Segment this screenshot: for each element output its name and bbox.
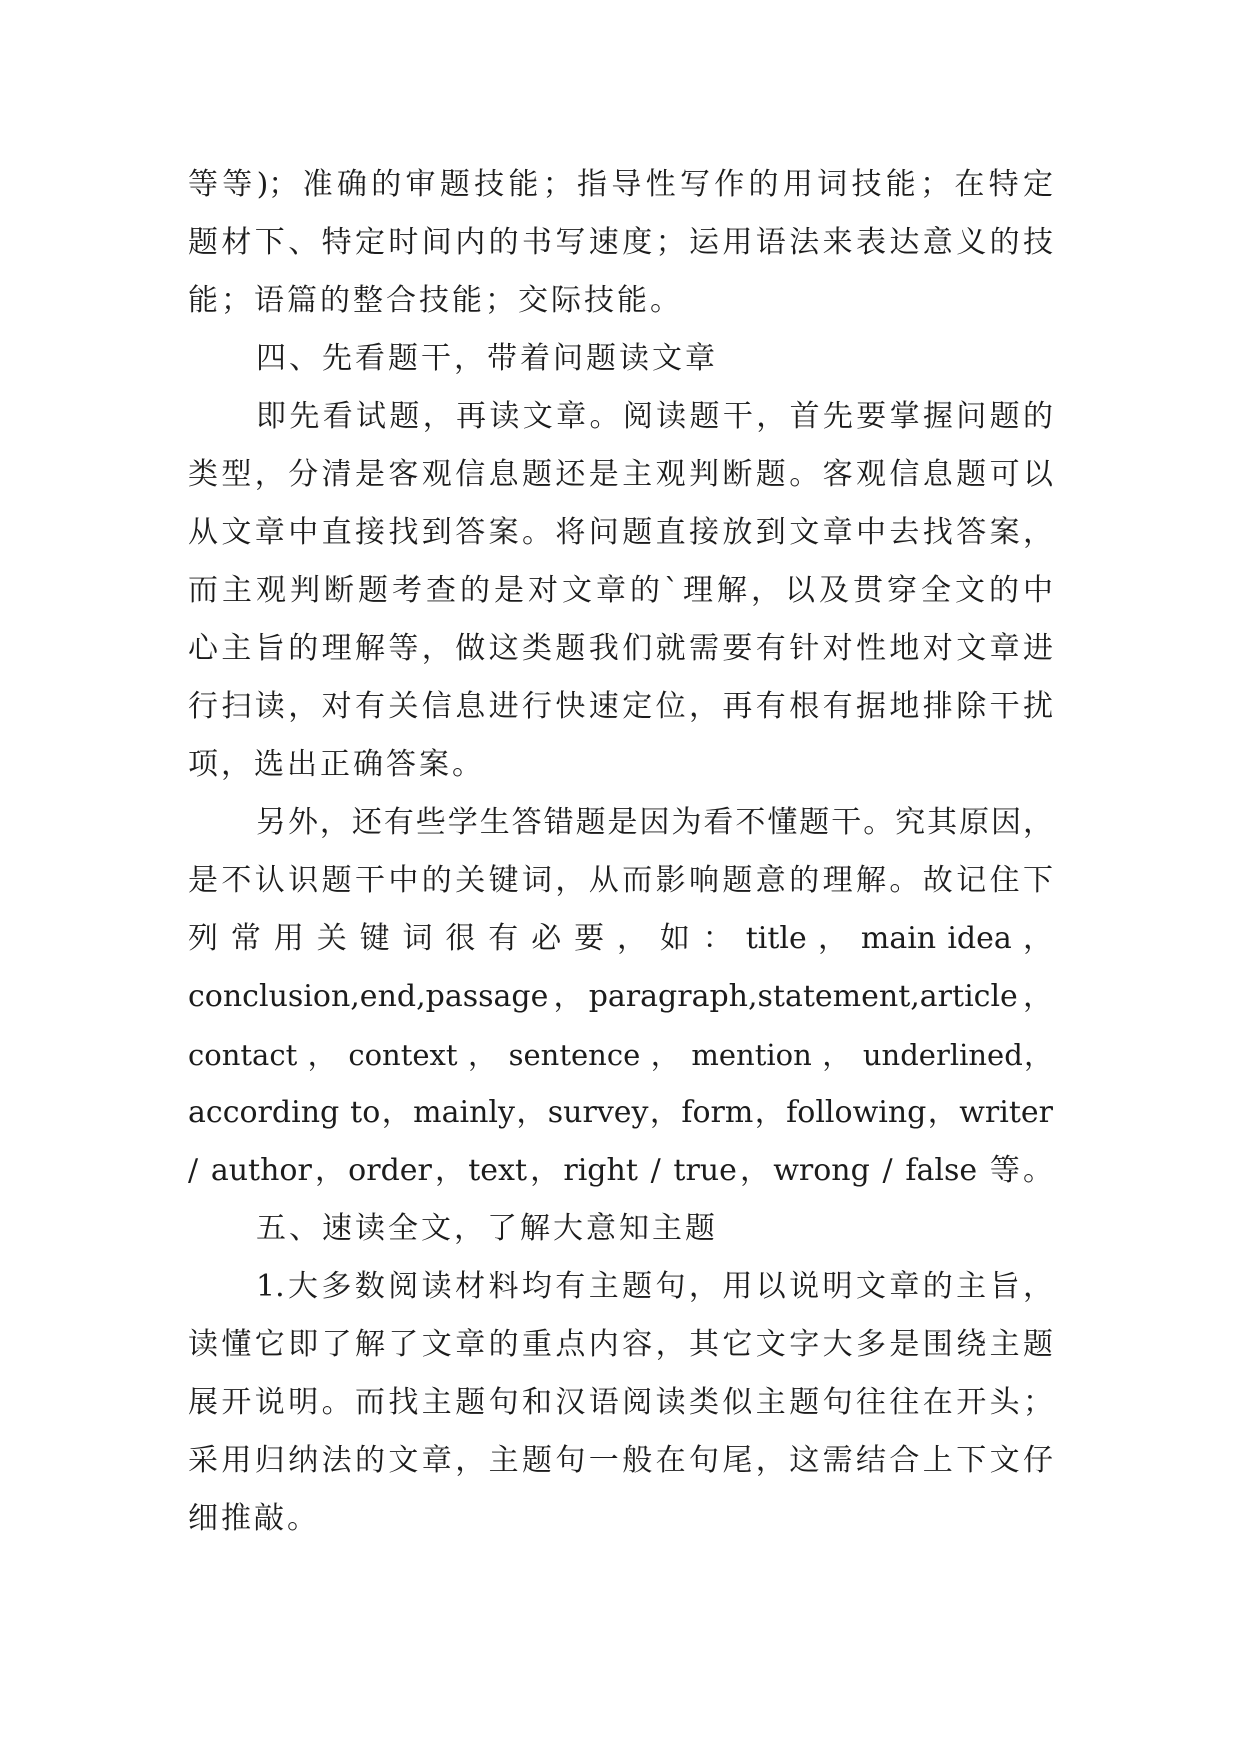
document-body [188,156,1053,1548]
text-line: 读懂它即了解了文章的重点内容，其它文字大多是围绕主题 [188,1327,1053,1362]
text-line: conclusion,end,passage，paragraph,statement,article， [188,979,1053,1014]
text-line: 类型，分清是客观信息题还是主观判断题。客观信息题可以 [188,457,1053,492]
text-line: 从文章中直接找到答案。将问题直接放到文章中去找答案， [188,515,1053,550]
text-line: 细推敲。 [188,1501,320,1536]
text-line: 等等)；准确的审题技能；指导性写作的用词技能；在特定 [188,167,1053,202]
text-line: / author，order，text，right / true，wrong / false 等。 [188,1153,1053,1188]
text-line: 五、速读全文，了解大意知主题 [256,1211,718,1246]
text-line: 列 常 用 关 键 词 很 有 必 要 ， 如 ： title ， main idea ， [188,921,1053,956]
text-line: 项，选出正确答案。 [188,747,485,782]
text-line: 即先看试题，再读文章。阅读题干，首先要掌握问题的 [256,399,1053,434]
text-line: 是不认识题干中的关键词，从而影响题意的理解。故记住下 [188,863,1053,898]
text-line: 心主旨的理解等，做这类题我们就需要有针对性地对文章进 [188,631,1053,666]
text-line: 展开说明。而找主题句和汉语阅读类似主题句往往在开头； [188,1385,1053,1420]
text-line: contact ， context ， sentence ， mention ， underlined， [188,1038,1053,1072]
text-line: 而主观判断题考查的是对文章的`理解，以及贯穿全文的中 [188,573,1053,608]
text-line: 四、先看题干，带着问题读文章 [256,341,718,376]
text-line: 另外，还有些学生答错题是因为看不懂题干。究其原因， [256,805,1053,840]
text-line: 题材下、特定时间内的书写速度；运用语法来表达意义的技 [188,225,1053,260]
text-line: according to，mainly，survey，form，following，writer [188,1095,1053,1130]
text-line: 能；语篇的整合技能；交际技能。 [188,283,683,318]
text-line: 采用归纳法的文章，主题句一般在句尾，这需结合上下文仔 [188,1443,1053,1478]
text-line: 1.大多数阅读材料均有主题句，用以说明文章的主旨， [256,1269,1053,1304]
text-line: 行扫读，对有关信息进行快速定位，再有根有据地排除干扰 [188,689,1053,724]
